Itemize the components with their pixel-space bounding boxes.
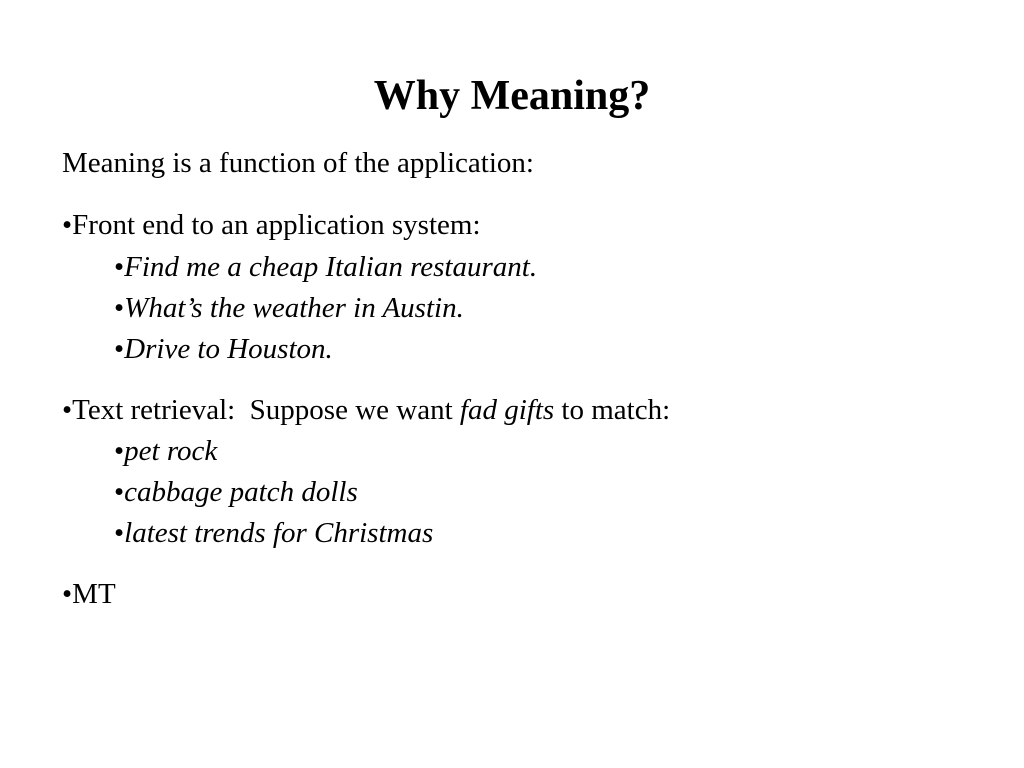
sub-bullet-text: What’s the weather in Austin. (124, 292, 464, 324)
text-retrieval-emphasis: fad gifts (459, 394, 555, 426)
bullet-marker: • (62, 578, 73, 610)
sub-bullet (114, 515, 433, 551)
sub-bullet (114, 290, 464, 326)
bullet-text-retrieval (62, 392, 670, 428)
bullet-marker: • (114, 517, 125, 549)
bullet-marker: • (114, 292, 125, 324)
sub-bullet (114, 331, 333, 367)
sub-bullet-text: Drive to Houston. (124, 333, 333, 365)
bullet-marker: • (62, 394, 73, 426)
bullet-marker: • (114, 435, 125, 467)
bullet-marker: • (62, 209, 73, 241)
bullet-marker: • (114, 251, 125, 283)
bullet-mt-label: MT (72, 578, 116, 610)
slide-title: Why Meaning? (373, 73, 651, 119)
sub-bullet-text: latest trends for Christmas (124, 517, 434, 549)
sub-bullet (114, 474, 358, 510)
sub-bullet-text: Find me a cheap Italian restaurant. (124, 251, 538, 283)
sub-bullet (114, 433, 217, 469)
sub-bullet-text: pet rock (124, 435, 218, 467)
bullet-marker: • (114, 476, 125, 508)
sub-bullet (114, 249, 537, 285)
sub-bullet-text: cabbage patch dolls (124, 476, 358, 508)
intro-text: Meaning is a function of the application: (62, 147, 534, 179)
text-retrieval-prefix: Text retrieval: Suppose we want (72, 394, 460, 426)
bullet-front-end (62, 207, 481, 243)
text-retrieval-suffix: to match: (554, 394, 671, 426)
bullet-front-end-label: Front end to an application system: (72, 209, 481, 241)
bullet-marker: • (114, 333, 125, 365)
bullet-mt (62, 576, 116, 612)
